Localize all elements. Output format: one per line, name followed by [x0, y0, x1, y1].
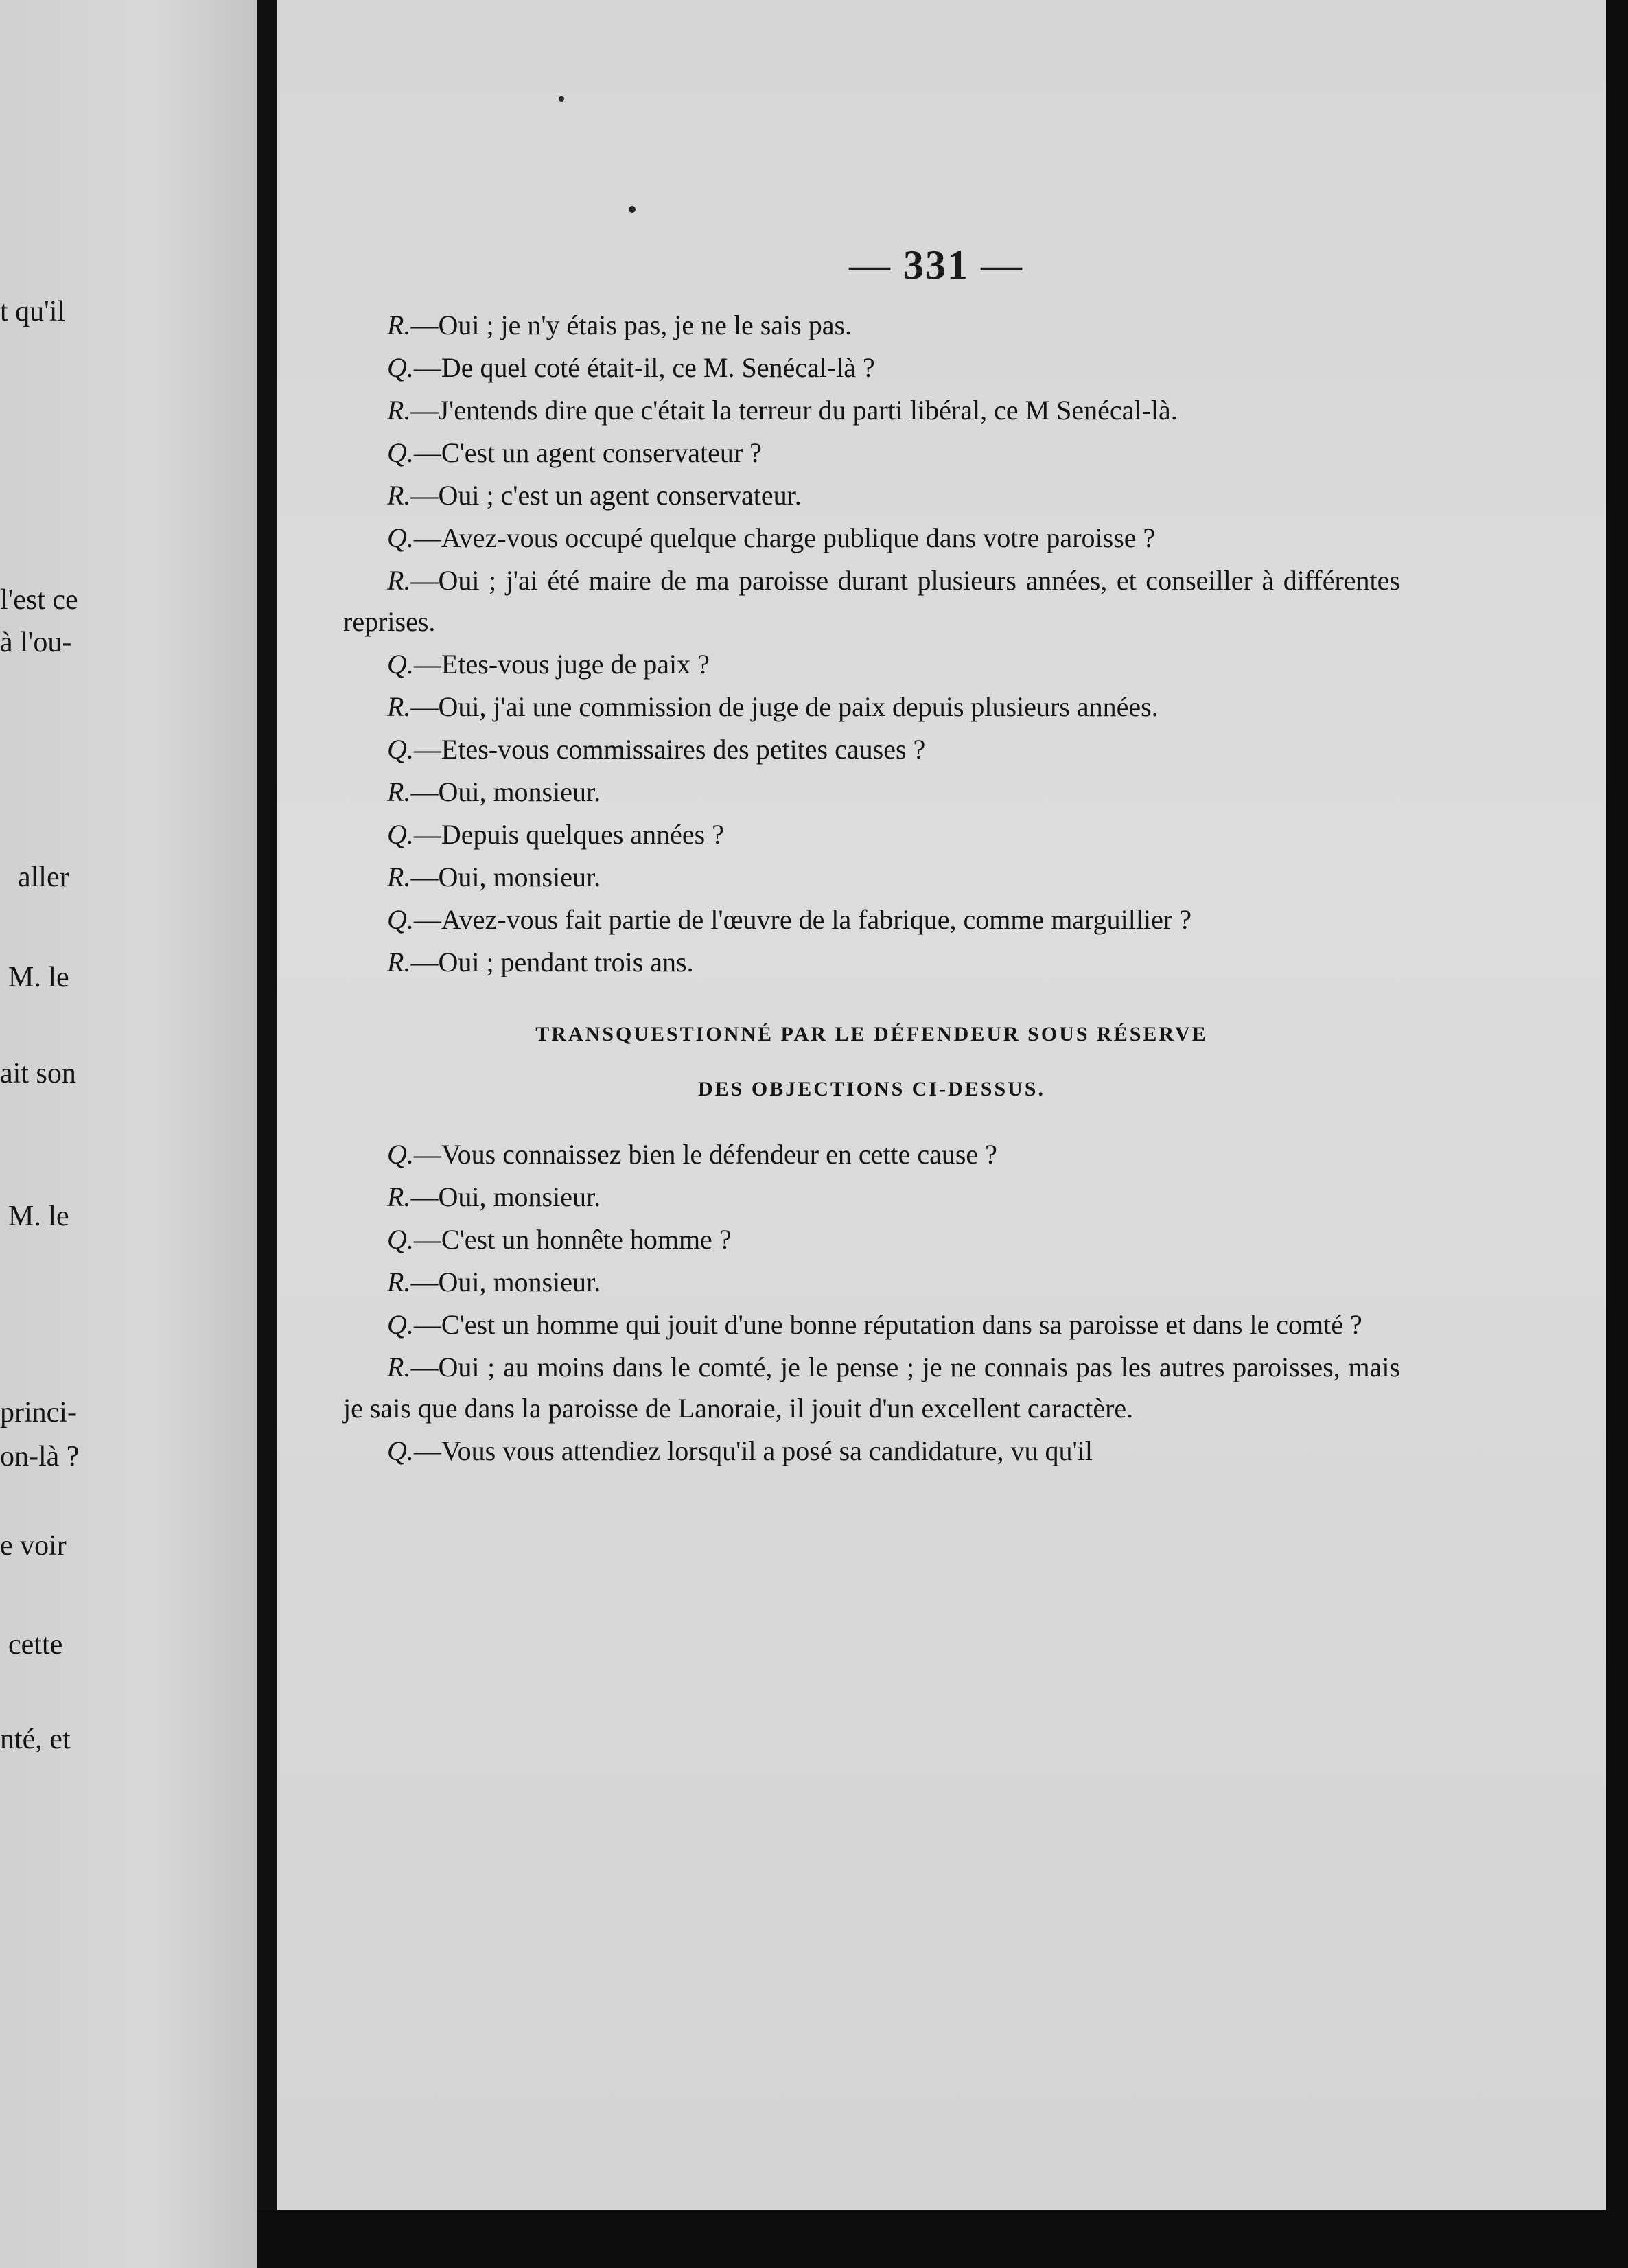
- speaker-label: Q.: [387, 522, 414, 553]
- testimony-line: [343, 1134, 1400, 1175]
- speaker-label: R.: [387, 947, 411, 977]
- testimony-text: —Oui, monsieur.: [410, 861, 601, 892]
- testimony-line: [343, 432, 1400, 474]
- testimony-line: [343, 899, 1400, 940]
- left-text-fragment: cette: [8, 1629, 63, 1660]
- ink-speck: [629, 206, 636, 213]
- speaker-label: Q.: [387, 352, 414, 383]
- testimony-text: —Oui ; au moins dans le comté, je le pense ; je ne connais pas les autres paroisses, mais je sais que dans la paroisse de Lanoraie, il jouit d'un excellent caractère.: [343, 1352, 1400, 1424]
- testimony-text: —De quel coté était-il, ce M. Senécal-là ?: [413, 352, 875, 383]
- speaker-label: Q.: [387, 1139, 414, 1170]
- testimony-line: [343, 942, 1400, 983]
- testimony-text: —Avez-vous occupé quelque charge publique dans votre paroisse ?: [413, 522, 1156, 553]
- testimony-text: —Etes-vous juge de paix ?: [413, 649, 710, 680]
- testimony-line: [343, 1347, 1400, 1429]
- heading-line-2: DES OBJECTIONS CI-DESSUS.: [698, 1078, 1045, 1100]
- page-content: [343, 305, 1400, 1473]
- speaker-label: Q.: [387, 904, 414, 935]
- testimony-line: [343, 305, 1400, 346]
- testimony-text: —Oui ; j'ai été maire de ma paroisse durant plusieurs années, et conseiller à différentes reprises.: [343, 565, 1400, 637]
- ink-speck: [559, 96, 564, 102]
- testimony-line: [343, 518, 1400, 559]
- testimony-text: —Oui, monsieur.: [410, 1266, 601, 1297]
- testimony-text: —Oui ; je n'y étais pas, je ne le sais pas.: [410, 310, 852, 340]
- testimony-line: [343, 347, 1400, 389]
- testimony-text: —Vous connaissez bien le défendeur en cette cause ?: [413, 1139, 997, 1170]
- speaker-label: R.: [387, 480, 411, 511]
- left-text-fragment: on-là ?: [0, 1441, 80, 1472]
- left-text-fragment: M. le: [8, 962, 69, 993]
- testimony-text: —Avez-vous fait partie de l'œuvre de la fabrique, comme marguillier ?: [413, 904, 1191, 935]
- heading-line-1: TRANSQUESTIONNÉ PAR LE DÉFENDEUR SOUS RÉSERVE: [535, 1023, 1208, 1045]
- testimony-text: —J'entends dire que c'était la terreur du parti libéral, ce M Senécal-là.: [410, 395, 1178, 426]
- scan-edge-bottom: [257, 2210, 1628, 2268]
- testimony-line: [343, 729, 1400, 770]
- page-number: — 331 —: [849, 242, 1023, 288]
- scan-edge-right: [1606, 0, 1628, 2268]
- left-text-fragment: aller: [18, 861, 69, 893]
- book-page: [277, 0, 1606, 2210]
- testimony-text: —Oui, monsieur.: [410, 1181, 601, 1212]
- speaker-label: Q.: [387, 734, 414, 765]
- book-gutter: [257, 0, 277, 2268]
- testimony-line: [343, 390, 1400, 431]
- speaker-label: R.: [387, 691, 411, 722]
- left-text-fragment: l'est ce: [0, 584, 78, 616]
- speaker-label: R.: [387, 565, 411, 596]
- testimony-line: [343, 1177, 1400, 1218]
- left-page-fragment: [0, 0, 257, 2268]
- testimony-line: [343, 1262, 1400, 1303]
- testimony-line: [343, 1219, 1400, 1260]
- testimony-line: [343, 772, 1400, 813]
- speaker-label: Q.: [387, 1309, 414, 1340]
- testimony-line: [343, 644, 1400, 685]
- testimony-text: —C'est un homme qui jouit d'une bonne réputation dans sa paroisse et dans le comté ?: [413, 1309, 1362, 1340]
- left-text-fragment: princi-: [0, 1397, 77, 1428]
- testimony-line: [343, 1304, 1400, 1345]
- speaker-label: Q.: [387, 819, 414, 850]
- testimony-line: [343, 475, 1400, 516]
- testimony-text: —Vous vous attendiez lorsqu'il a posé sa candidature, vu qu'il: [413, 1435, 1093, 1466]
- testimony-text: —Oui ; c'est un agent conservateur.: [410, 480, 802, 511]
- left-text-fragment: M. le: [8, 1201, 69, 1232]
- speaker-label: R.: [387, 395, 411, 426]
- speaker-label: R.: [387, 776, 411, 807]
- speaker-label: R.: [387, 1352, 411, 1382]
- speaker-label: Q.: [387, 437, 414, 468]
- speaker-label: R.: [387, 861, 411, 892]
- testimony-text: —Oui ; pendant trois ans.: [410, 947, 694, 977]
- section-heading: [343, 1010, 1400, 1113]
- testimony-line: [343, 1431, 1400, 1472]
- speaker-label: Q.: [387, 1435, 414, 1466]
- testimony-line: [343, 814, 1400, 855]
- testimony-text: —Oui, j'ai une commission de juge de paix depuis plusieurs années.: [410, 691, 1159, 722]
- speaker-label: R.: [387, 1181, 411, 1212]
- left-text-fragment: t qu'il: [0, 296, 66, 327]
- left-text-fragment: ait son: [0, 1058, 76, 1089]
- speaker-label: Q.: [387, 649, 414, 680]
- left-text-fragment: e voir: [0, 1530, 67, 1562]
- testimony-line: [343, 686, 1400, 728]
- testimony-text: —C'est un honnête homme ?: [413, 1224, 732, 1255]
- left-text-fragment: nté, et: [0, 1724, 71, 1755]
- testimony-line: [343, 857, 1400, 898]
- testimony-block-2: [343, 1134, 1400, 1472]
- testimony-text: —Etes-vous commissaires des petites causes ?: [413, 734, 926, 765]
- testimony-line: [343, 560, 1400, 643]
- testimony-text: —Oui, monsieur.: [410, 776, 601, 807]
- testimony-block-1: [343, 305, 1400, 983]
- speaker-label: R.: [387, 310, 411, 340]
- speaker-label: Q.: [387, 1224, 414, 1255]
- speaker-label: R.: [387, 1266, 411, 1297]
- testimony-text: —C'est un agent conservateur ?: [413, 437, 762, 468]
- left-text-fragment: à l'ou-: [0, 627, 72, 658]
- testimony-text: —Depuis quelques années ?: [413, 819, 724, 850]
